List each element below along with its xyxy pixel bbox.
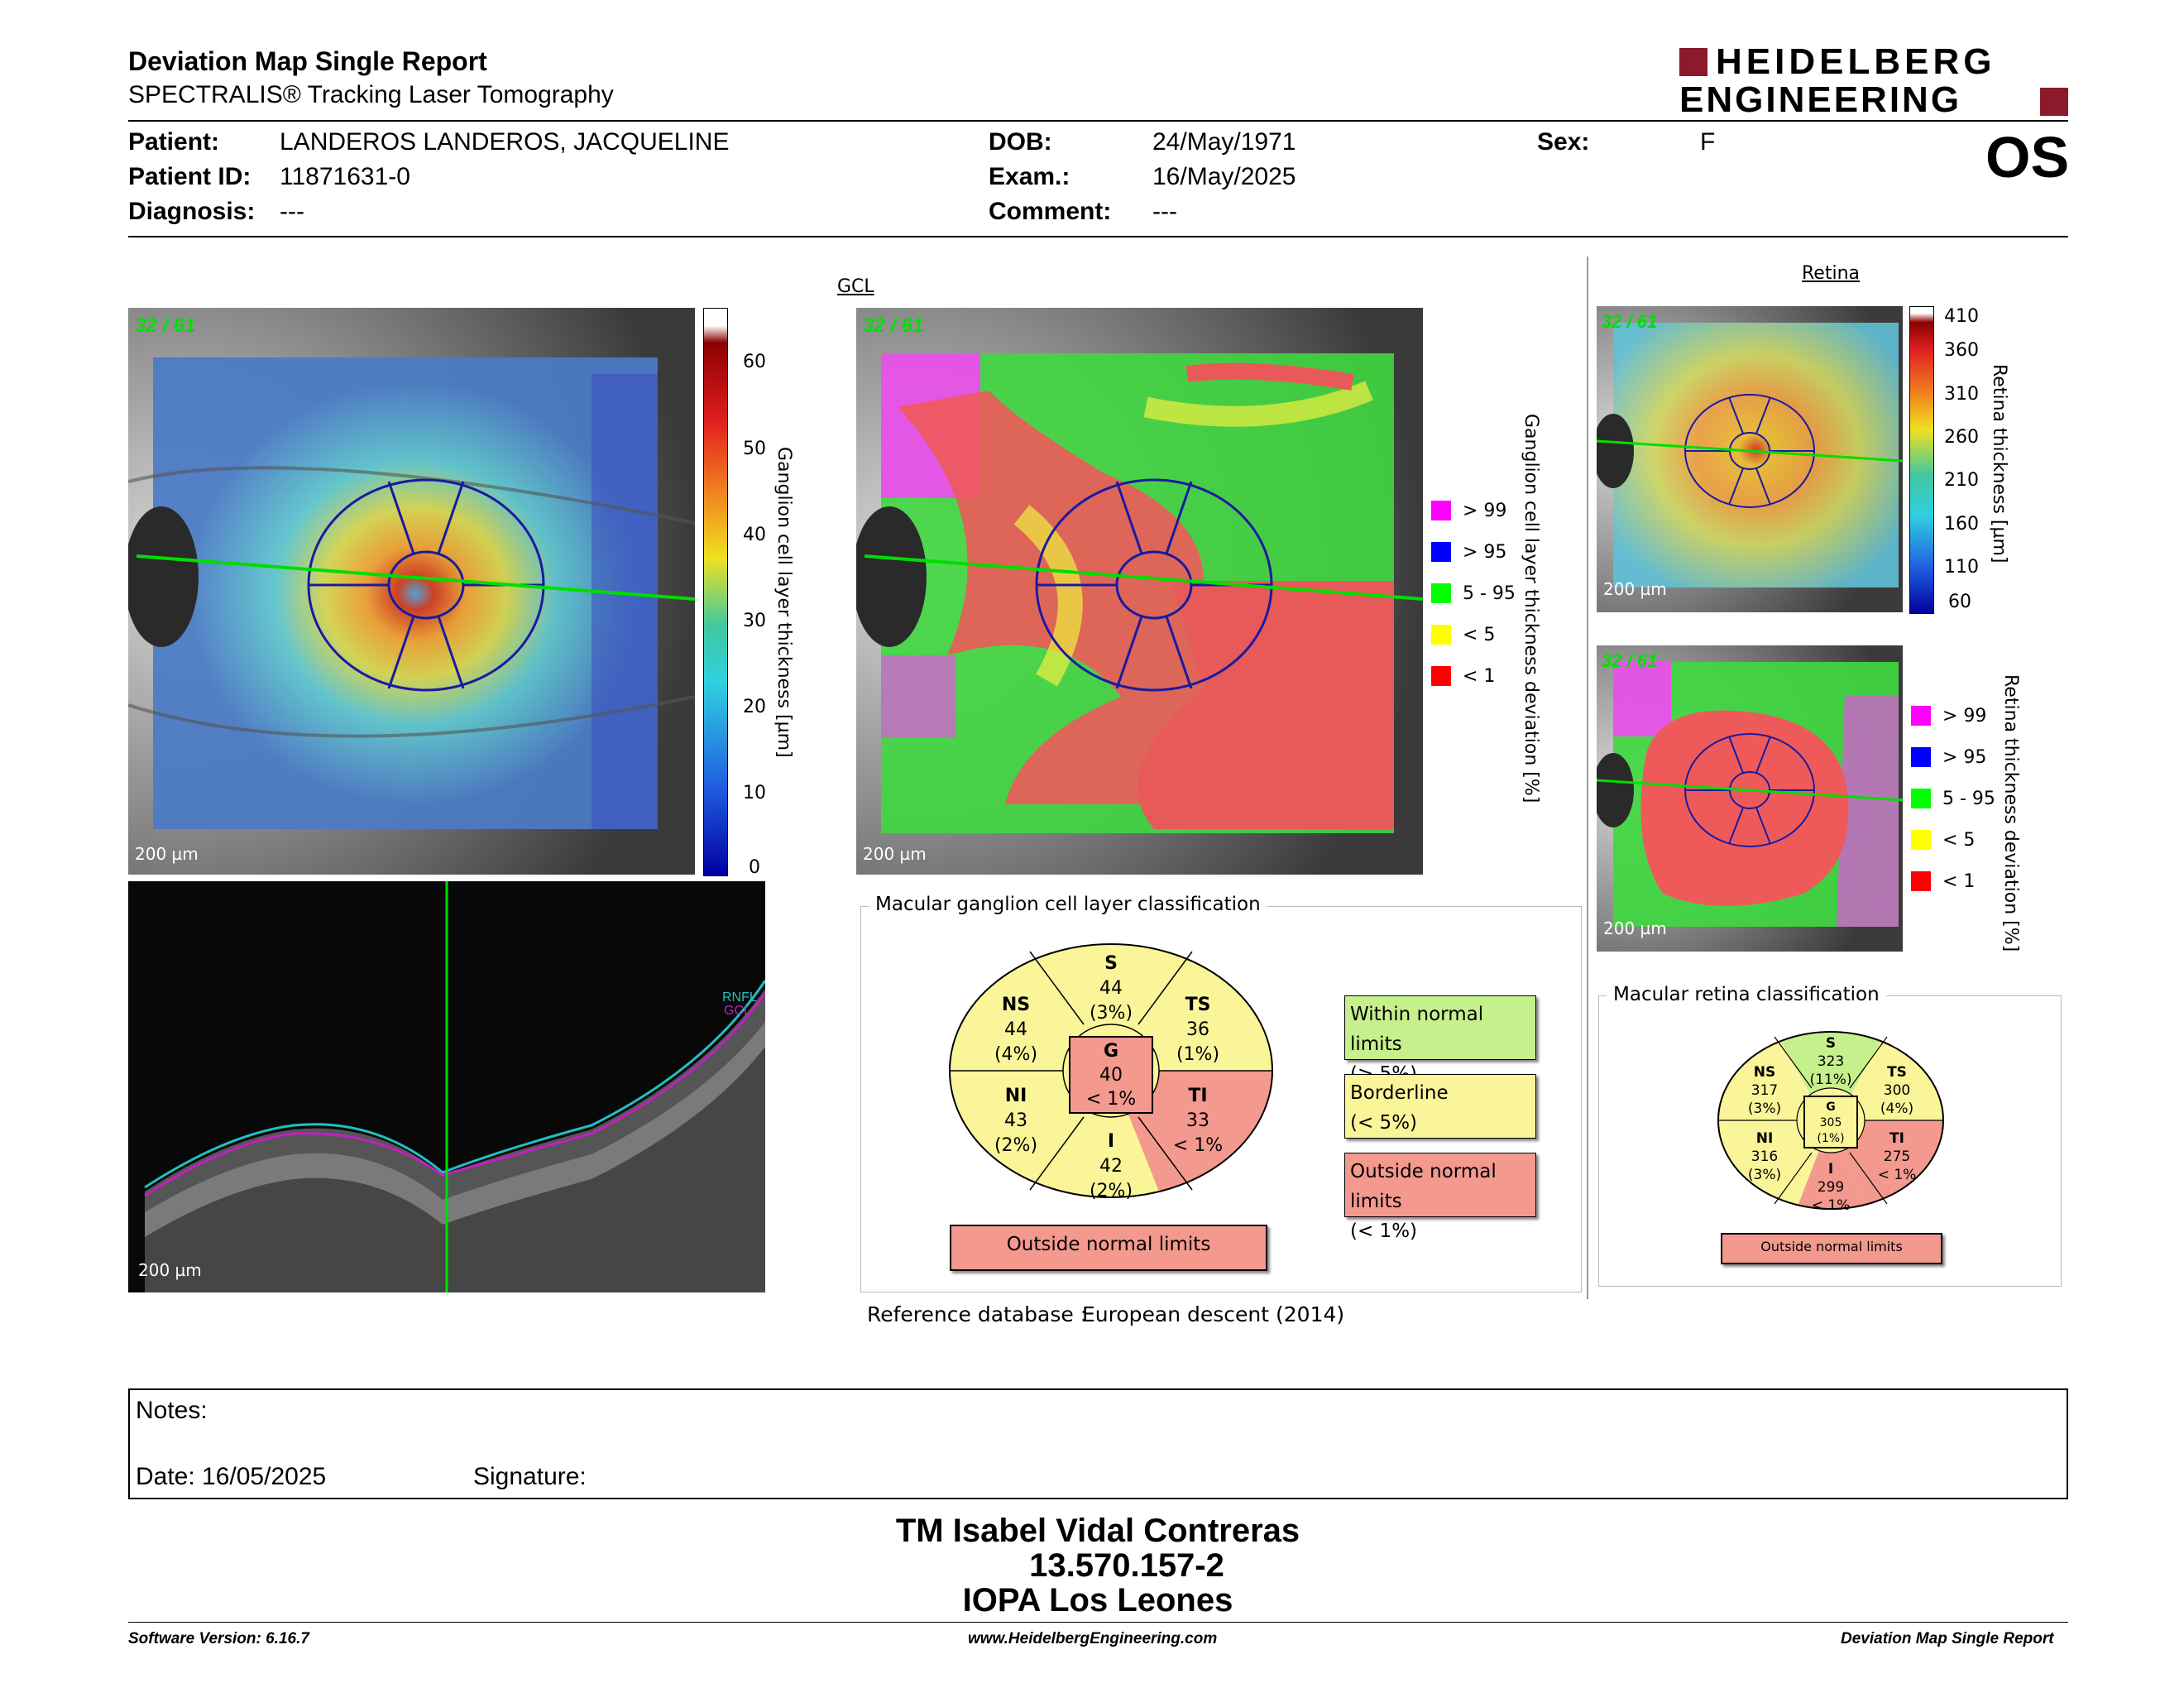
sector-pct: (3%) — [1089, 1003, 1133, 1024]
scale-bar-label: 200 µm — [1603, 918, 1667, 938]
legend-swatch-5-95 — [1431, 583, 1451, 603]
patient-id-label: Patient ID: — [128, 163, 251, 190]
retina-sector-ts — [1874, 1063, 1920, 1118]
gcl-deviation-axis-label: Ganglion cell layer thickness deviation [%] — [1521, 414, 1541, 803]
sector-pct: (2%) — [994, 1135, 1038, 1156]
sector-pct: (2%) — [1089, 1181, 1133, 1201]
retina-sector-ni — [1741, 1129, 1788, 1184]
sector-value: 33 — [1186, 1110, 1209, 1131]
frame-count: 32 / 61 — [863, 314, 924, 337]
sector-value: 44 — [1004, 1019, 1027, 1040]
retina-result-badge: Outside normal limits — [1721, 1233, 1942, 1264]
sector-name: S — [1104, 953, 1118, 974]
patient-rule — [128, 236, 2068, 237]
gcl-classification-title: Macular ganglion cell layer classification — [869, 894, 1267, 915]
sector-name: NI — [1755, 1130, 1774, 1147]
dob-label: DOB: — [989, 128, 1052, 156]
sector-pct: < 1% — [1172, 1135, 1224, 1156]
retina-deviation-map — [1597, 645, 1903, 952]
sector-pct: (1%) — [1817, 1132, 1845, 1145]
gcl-deviation-map — [856, 308, 1423, 875]
legend-label: 5 - 95 — [1942, 789, 1995, 809]
software-version: Software Version: 6.16.7 — [128, 1630, 309, 1647]
legend-label: < 5 — [1463, 625, 1496, 645]
sector-pct: (4%) — [1880, 1101, 1914, 1117]
legend-line: Within normal limits — [1350, 1004, 1484, 1055]
legend-swatch-gt95 — [1431, 542, 1451, 562]
retina-tick: 110 — [1944, 557, 1979, 578]
gcl-tick: 10 — [743, 783, 766, 803]
retina-tick: 160 — [1944, 514, 1979, 535]
legend-label: < 1 — [1942, 871, 1976, 892]
gcl-thickness-map — [128, 308, 695, 875]
legend-swatch-lt1 — [1431, 666, 1451, 686]
retina-sector-ns — [1741, 1063, 1788, 1118]
legend-label: > 99 — [1942, 706, 1987, 727]
notes-date: Date: 16/05/2025 — [136, 1463, 327, 1490]
signer-org: IOPA Los Leones — [962, 1582, 1233, 1618]
sector-value: 40 — [1099, 1065, 1123, 1086]
sector-name: TS — [1887, 1064, 1907, 1081]
retina-sector-i — [1808, 1160, 1854, 1215]
retina-tick: 210 — [1944, 470, 1979, 491]
retina-thickness-colorbar — [1909, 306, 1934, 614]
frame-count: 32 / 61 — [1602, 311, 1658, 332]
sector-pct: (4%) — [994, 1044, 1038, 1065]
sector-pct: < 1% — [1877, 1167, 1917, 1183]
sector-value: 317 — [1751, 1082, 1779, 1099]
gcl-thickness-axis-label: Ganglion cell layer thickness [µm] — [774, 447, 794, 758]
retina-thickness-map — [1597, 306, 1903, 612]
retina-sector-s — [1808, 1034, 1854, 1089]
retina-sector-ti — [1874, 1129, 1920, 1184]
sector-value: 44 — [1099, 978, 1123, 999]
sector-name: NS — [1753, 1064, 1776, 1081]
sector-name: G — [1103, 1041, 1119, 1062]
reference-db-label: Reference database : — [867, 1302, 1088, 1326]
logo-text-line2: ENGINEERING — [1679, 79, 1962, 120]
logo-text-line1: HEIDELBERG — [1716, 41, 1996, 82]
sex-label: Sex: — [1537, 128, 1590, 156]
legend-swatch-gt99 — [1911, 706, 1931, 726]
sector-pct: (3%) — [1747, 1101, 1782, 1117]
sector-name: I — [1107, 1131, 1115, 1152]
sector-pct: (1%) — [1176, 1044, 1220, 1065]
sector-name: TI — [1889, 1130, 1904, 1147]
patient-name: LANDEROS LANDEROS, JACQUELINE — [280, 128, 730, 156]
notes-label: Notes: — [136, 1397, 208, 1424]
gcl-sector-i — [1075, 1129, 1147, 1204]
sector-value: 275 — [1883, 1149, 1911, 1165]
legend-line: Borderline — [1350, 1082, 1449, 1104]
scale-bar-label: 200 µm — [863, 844, 927, 864]
gcl-tick: 20 — [743, 697, 766, 717]
logo-square-top — [1679, 48, 1707, 76]
sector-name: G — [1826, 1101, 1836, 1114]
sector-name: NI — [1004, 1086, 1027, 1106]
frame-count: 32 / 61 — [135, 314, 196, 337]
signature-label: Signature: — [473, 1463, 587, 1490]
gcl-thickness-colorbar — [703, 308, 728, 876]
sector-value: 316 — [1751, 1149, 1779, 1165]
legend-label: 5 - 95 — [1463, 583, 1516, 604]
sector-value: 36 — [1186, 1019, 1209, 1040]
section-divider — [1587, 257, 1588, 1299]
gcl-tick: 30 — [743, 611, 766, 631]
report-subtitle: SPECTRALIS® Tracking Laser Tomography — [128, 81, 614, 108]
diagnosis-label: Diagnosis: — [128, 198, 256, 225]
retina-tick: 310 — [1944, 384, 1979, 405]
gcl-sector-ts — [1162, 993, 1233, 1067]
patient-label: Patient: — [128, 128, 220, 156]
gcl-result-badge: Outside normal limits — [950, 1225, 1267, 1271]
logo-square-bottom — [2040, 88, 2068, 116]
gcl-sector-ni — [980, 1084, 1051, 1158]
oct-layer-gcl: GCL — [724, 1004, 751, 1018]
legend-swatch-lt5 — [1431, 625, 1451, 645]
gcl-tick: 50 — [743, 439, 766, 459]
sector-name: NS — [1001, 995, 1031, 1015]
retina-thickness-axis-label: Retina thickness [µm] — [1989, 364, 2009, 563]
gcl-tick: 60 — [743, 352, 766, 372]
legend-label: > 99 — [1463, 501, 1507, 521]
retina-tick: 360 — [1944, 340, 1979, 361]
retina-tick: 60 — [1948, 592, 1971, 612]
exam-value: 16/May/2025 — [1152, 163, 1296, 190]
comment-label: Comment: — [989, 198, 1112, 225]
oct-bscan — [128, 881, 765, 1292]
sector-value: 42 — [1099, 1156, 1123, 1177]
retina-deviation-axis-label: Retina thickness deviation [%] — [2000, 674, 2021, 952]
gcl-sector-ti — [1162, 1084, 1233, 1158]
sector-name: TI — [1188, 1086, 1208, 1106]
patient-id: 11871631-0 — [280, 163, 410, 190]
sector-pct: < 1% — [1811, 1197, 1851, 1214]
sector-pct: (11%) — [1809, 1072, 1852, 1088]
report-title: Deviation Map Single Report — [128, 46, 487, 76]
legend-label: < 1 — [1463, 666, 1496, 687]
sector-name: TS — [1185, 995, 1211, 1015]
legend-line: (< 5%) — [1350, 1112, 1418, 1134]
gcl-map-title: GCL — [837, 276, 874, 297]
gcl-sector-ns — [980, 993, 1051, 1067]
oct-scale-label: 200 µm — [138, 1260, 202, 1280]
signer-id: 13.570.157-2 — [1029, 1547, 1224, 1584]
gcl-tick: 0 — [749, 857, 760, 878]
legend-outside-normal — [1344, 1153, 1536, 1242]
legend-label: > 95 — [1942, 747, 1987, 768]
signer-name: TM Isabel Vidal Contreras — [895, 1513, 1300, 1549]
legend-label: < 5 — [1942, 830, 1976, 851]
footer-rule — [128, 1622, 2068, 1623]
retina-tick: 410 — [1944, 306, 1979, 327]
legend-swatch-5-95 — [1911, 789, 1931, 808]
legend-swatch-gt99 — [1431, 501, 1451, 520]
retina-classification-title: Macular retina classification — [1607, 984, 1886, 1005]
legend-swatch-lt1 — [1911, 871, 1931, 891]
sector-value: 43 — [1004, 1110, 1027, 1131]
scale-bar-label: 200 µm — [135, 844, 199, 864]
retina-sector-g — [1806, 1100, 1856, 1147]
legend-swatch-lt5 — [1911, 830, 1931, 850]
sector-pct: < 1% — [1085, 1089, 1137, 1110]
retina-map-title: Retina — [1802, 263, 1860, 284]
sector-value: 323 — [1817, 1053, 1845, 1070]
legend-label: > 95 — [1463, 542, 1507, 563]
website-link[interactable]: www.HeidelbergEngineering.com — [968, 1630, 1218, 1647]
scale-bar-label: 200 µm — [1603, 579, 1667, 599]
heidelberg-logo — [1679, 41, 2068, 120]
sector-name: S — [1825, 1035, 1837, 1052]
sector-value: 300 — [1883, 1082, 1911, 1099]
notes-box[interactable] — [128, 1388, 2068, 1499]
diagnosis-value: --- — [280, 198, 304, 225]
sector-value: 305 — [1819, 1116, 1842, 1129]
sector-value: 299 — [1817, 1179, 1845, 1196]
gcl-tick: 40 — [743, 525, 766, 545]
header-rule — [128, 120, 2068, 122]
exam-label: Exam.: — [989, 163, 1070, 190]
frame-count: 32 / 61 — [1602, 650, 1658, 671]
oct-layer-rnfl: RNFL — [722, 990, 757, 1005]
reference-db-value: European descent (2014) — [1082, 1302, 1345, 1326]
retina-tick: 260 — [1944, 427, 1979, 448]
eye-side: OS — [1985, 125, 2070, 189]
sector-pct: (3%) — [1747, 1167, 1782, 1183]
legend-line: (< 1%) — [1350, 1220, 1418, 1242]
gcl-sector-s — [1075, 952, 1147, 1026]
dob-value: 24/May/1971 — [1152, 128, 1296, 156]
comment-value: --- — [1152, 198, 1177, 225]
legend-within-normal — [1344, 995, 1536, 1060]
sector-name: I — [1827, 1161, 1834, 1177]
gcl-sector-g — [1071, 1039, 1151, 1111]
sex-value: F — [1700, 128, 1716, 156]
footer-report-name: Deviation Map Single Report — [1841, 1630, 2054, 1647]
legend-line: Outside normal limits — [1350, 1161, 1497, 1212]
legend-swatch-gt95 — [1911, 747, 1931, 767]
legend-borderline — [1344, 1074, 1536, 1139]
